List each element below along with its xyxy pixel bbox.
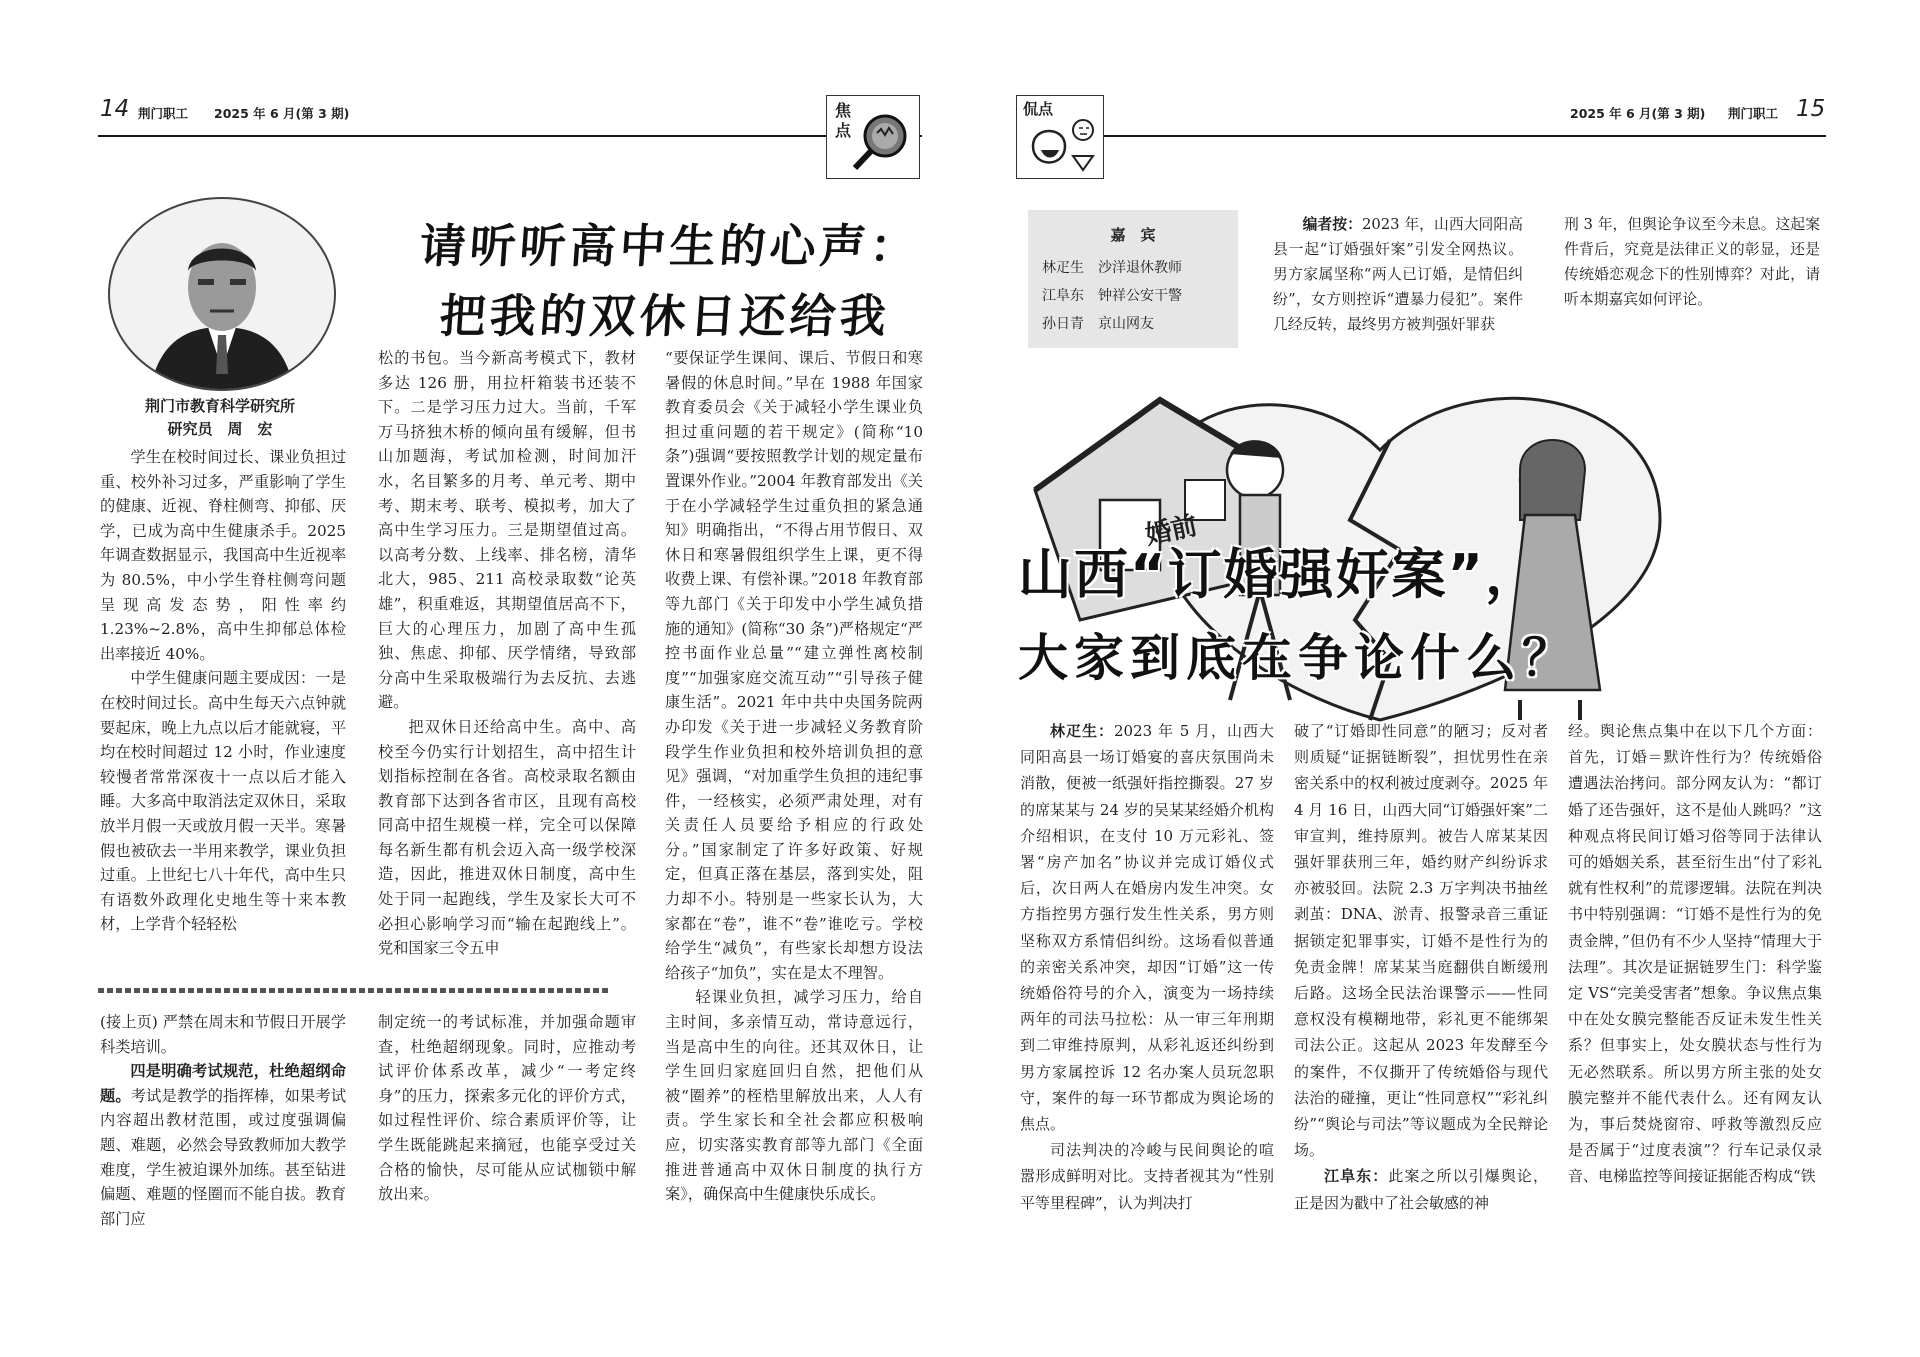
author-portrait-drawing: [110, 199, 334, 389]
editor-note-col1: [1273, 212, 1523, 337]
right-date: 2025 年 6 月(第 3 期): [1570, 106, 1706, 121]
right-header-rule: [1016, 135, 1826, 137]
editor-note-label: 编者按：: [1302, 216, 1362, 233]
author-title: 研究员 周 宏: [167, 420, 273, 438]
left-col1-para2: 中学生健康问题主要成因：一是在校时间过长。高中生每天六点钟就要起床，晚上九点以后才能就寝，平均在校时间超过 12 小时，作业速度较慢者常常深夜十一点以后才能入睡。大多高中取消法定双休日，采取放半月假一天或放月假一天半。寒暑假也被砍去一半用来教学，课业负担过重。上世纪七八十年代，高中生只有语数外政理化史地生等十来本教材，上学背个轻轻松: [100, 669, 346, 934]
continuation-col1-para2: [100, 1059, 346, 1231]
right-article-col3: [1568, 718, 1822, 1190]
talking-face-icon: [1025, 116, 1101, 176]
continuation-col1: [100, 1010, 346, 1231]
kandian-section-tag: [1016, 95, 1104, 179]
continuation-col1-text: 考试是教学的指挥棒，如果考试内容超出教材范围，或过度强调偏题、难题，必然会导致教师加大教学难度，学生被迫课外加练。甚至钻进偏题、难题的怪圈而不能自拔。教育部门应: [100, 1086, 347, 1228]
left-article-col3: [665, 346, 923, 1207]
author-affiliation: 荆门市教育科学研究所: [144, 397, 295, 415]
left-article-col2: [378, 346, 636, 961]
right-page-number: 15: [1796, 96, 1826, 122]
right-col1-para1: 2023 年 5 月，山西大同阳高县一场订婚宴的喜庆氛围尚未消散，便被一纸强奸指控撕裂。27 岁的席某某与 24 岁的吴某某经婚介机构介绍相识，在支付 10 万元彩礼、签署“房产加名”协议并完成订婚仪式后，次日两人在婚房内发生冲突。女方指控男方强行发生性关系，男方则坚称双方系情侣纠纷。这场看似普通的亲密关系冲突，却因“订婚”这一传统婚俗符号的介入，演变为一场持续两年的司法马拉松：从一审三年刑期到二审维持原判，从彩礼返还纠纷到男方家属控诉 12 名办案人员玩忽职守，案件的每一环节都成为舆论场的焦点。: [1020, 722, 1274, 1134]
right-article-title-line1: 山西“订婚强奸案”，: [1018, 543, 1541, 606]
kandian-tag-label: 侃点: [1023, 100, 1054, 118]
continuation-col2: [378, 1010, 636, 1207]
right-col2-para2: 此案之所以引爆舆论，正是因为戳中了社会敏感的神: [1294, 1167, 1548, 1212]
continuation-bold-lead: 四是明确考试规范，杜绝超纲命题。: [100, 1062, 346, 1105]
left-col2-para2: 把双休日还给高中生。高中、高校至今仍实行计划招生，高中招生计划指标控制在各省。高校录取名额由教育部下达到各省市区，且现有高校同高中招生规模一样，完全可以保障每名新生都有机会迈入高一级学校深造，因此，推进双休日制度，高中生处于同一起跑线，学生及家长大可不必担心影响学习而“输在起跑线上”。党和国家三令五申: [378, 717, 636, 958]
focus-section-tag: [826, 95, 920, 179]
guest-row: [1042, 254, 1232, 338]
right-publication: 荆门职工: [1728, 106, 1779, 121]
guest-role: 沙洋退休教师: [1098, 260, 1182, 276]
continuation-divider: [98, 988, 610, 993]
left-publication: 荆门职工: [138, 106, 189, 121]
right-col3-para1: 经。舆论焦点集中在以下几个方面：首先，订婚＝默许性行为？传统婚俗遭遇法治拷问。部分网友认为：“都订婚了还告强奸，这不是仙人跳吗？”这种观点将民间订婚习俗等同于法律认可的婚姻关系，甚至衍生出“付了彩礼就有性权利”的荒谬逻辑。法院在判决书中特别强调：“订婚不是性行为的免责金牌，”但仍有不少人坚持“情理大于法理”。其次是证据链罗生门：科学鉴定 VS“完美受害者”想象。争议焦点集中在处女膜完整能否反证未发生性关系？但事实上，处女膜状态与性行为无必然联系。所以男方所主张的处女膜完整并不能代表什么。还有网友认为，事后焚烧窗帘、呼救等激烈反应是否属于“过度表演”？行车记录仅录音、电梯监控等间接证据能否构成“铁: [1568, 722, 1822, 1186]
guest-role: 京山网友: [1098, 316, 1154, 332]
left-col3-para2: 轻课业负担，减学习压力，给自主时间，多亲情互动，常诗意远行，当是高中生的向往。还其双休日，让学生回归家庭回归自然，把他们从被“圈养”的桎梏里解放出来，人人有责。学生家长和全社会都应积极响应，切实落实教育部等九部门《全面推进普通高中双休日制度的执行方案》，确保高中生健康快乐成长。: [665, 988, 923, 1204]
right-article-title-line2: 大家到底在争论什么？: [1018, 628, 1578, 687]
focus-tag-char-2: 点: [835, 121, 852, 140]
guests-title: 嘉 宾: [1110, 226, 1156, 244]
magnifier-icon: [849, 106, 917, 174]
guest-name: 孙日青: [1042, 316, 1084, 332]
guest-role: 钟祥公安干警: [1098, 288, 1182, 304]
guests-box: [1028, 210, 1238, 348]
editor-note-text2: 刑 3 年，但舆论争议至今未息。这起案件背后，究竟是法律正义的彰显，还是传统婚恋观念下的性别博弈？对此，请听本期嘉宾如何评论。: [1564, 216, 1820, 308]
left-col2-para1: 松的书包。当今新高考模式下，教材多达 126 册，用拉杆箱装书还装不下。二是学习压力过大。当前，千军万马挤独木桥的倾向虽有缓解，但书山加题海，考试加检测，时间加汗水，名目繁多的月考、单元考、期中考、期末考、联考、模拟考，加大了高中生学习压力。三是期望值过高。以高考分数、上线率、排名榜，清华北大，985、211 高校录取数“论英雄”，积重难返，其期望值居高不下，巨大的心理压力，加剧了高中生孤独、焦虑、抑郁、厌学情绪，导致部分高中生采取极端行为去反抗、去逃避。: [378, 349, 636, 712]
focus-tag-char-1: 焦: [835, 101, 852, 120]
speaker-label-lin: 林疋生：: [1050, 722, 1114, 740]
right-col2-para1: 破了“订婚即性同意”的陋习；反对者则质疑“证据链断裂”，担忧男性在亲密关系中的权利被过度剥夺。2025 年 4 月 16 日，山西大同“订婚强奸案”二审宣判，维持原判。被告人席某某因强奸罪获刑三年，婚约财产纠纷诉求亦被驳回。法院 2.3 万字判决书抽丝剥茧：DNA、淤青、报警录音三重证据锁定犯罪事实，订婚不是性行为的免责金牌！席某某当庭翻供自断缓刑后路。这场全民法治课警示——性同意权没有模糊地带，彩礼更不能绑架司法公正。这起从 2023 年发酵至今的案件，不仅撕开了传统婚俗与现代法治的碰撞，更让“性同意权”“彩礼纠纷”“舆论与司法”等议题成为全民辩论场。: [1294, 722, 1548, 1160]
right-page: [960, 0, 1920, 1357]
continuation-col1-para1: (接上页) 严禁在周末和节假日开展学科类培训。: [100, 1013, 346, 1056]
cartoon-house-label: 婚前: [1142, 510, 1201, 552]
right-col1-para2: 司法判决的冷峻与民间舆论的喧嚣形成鲜明对比。支持者视其为“性别平等里程碑”，认为判决打: [1020, 1141, 1274, 1212]
left-article-col1: [100, 445, 346, 937]
left-header-rule: [98, 135, 922, 137]
author-portrait: [108, 197, 336, 391]
right-article-col1: [1020, 718, 1274, 1216]
left-article-title-line1: 请听听高中生的心声：: [417, 219, 922, 273]
left-article-title-line2: 把我的双休日还给我: [437, 289, 892, 343]
guest-name: 林疋生: [1042, 260, 1084, 276]
left-date: 2025 年 6 月(第 3 期): [214, 106, 350, 121]
right-article-col2: [1294, 718, 1548, 1216]
left-page-number: 14: [100, 96, 130, 122]
left-col1-para1: 学生在校时间过长、课业负担过重、校外补习过多，严重影响了学生的健康、近视、脊柱侧弯、抑郁、厌学，已成为高中生健康杀手。2025 年调查数据显示，我国高中生近视率为 80.5%，中小学生脊柱侧弯问题呈现高发态势，阳性率约 1.23%~2.8%，高中生抑郁总体检出率接近 40%。: [100, 448, 346, 663]
editor-note-col2: [1564, 212, 1820, 312]
guest-name: 江阜东: [1042, 288, 1084, 304]
speaker-label-jiang: 江阜东：: [1324, 1167, 1389, 1186]
left-col3-para1: “要保证学生课间、课后、节假日和寒暑假的休息时间。”早在 1988 年国家教育委员会《关于减轻小学生课业负担过重问题的若干规定》(简称“10 条”)强调“要按照教学计划的规定量布置课外作业。”2004 年教育部发出《关于在小学减轻学生过重负担的紧急通知》明确指出，“不得占用节假日、双休日和寒暑假组织学生上课，更不得收费上课、有偿补课。”2018 年教育部等九部门《关于印发中小学生减负措施的通知》(简称“30 条”)严格规定“严控书面作业总量”“建立弹性离校制度”“加强家庭交流互动”“引导孩子健康生活”。2021 年中共中央国务院两办印发《关于进一步减轻义务教育阶段学生作业负担和校外培训负担的意见》强调，“对加重学生负担的违纪事件，一经核实，必须严肃处理，对有关责任人员要给予相应的行政处分。”国家制定了许多好政策、好规定，但真正落在基层，落到实处，阻力却不小。特别是一些家长认为，大家都在“卷”，谁不“卷”谁吃亏。学校给学生“减负”，有些家长却想方设法给孩子“加负”，实在是太不理智。: [665, 349, 923, 982]
editor-note-text1: 2023 年，山西大同阳高县一起“订婚强奸案”引发全网热议。男方家属坚称“两人已订婚，是情侣纠纷”，女方则控诉“遭暴力侵犯”。案件几经反转，最终男方被判强奸罪获: [1273, 216, 1523, 333]
continuation-col2-para1: 制定统一的考试标准，并加强命题审查，杜绝超纲现象。同时，应推动考试评价体系改革，减少“一考定终身”的压力，探索多元化的评价方式，如过程性评价、综合素质评价等，让学生既能跳起来摘冠，也能享受过关合格的愉快，尽可能从应试枷锁中解放出来。: [378, 1013, 636, 1204]
